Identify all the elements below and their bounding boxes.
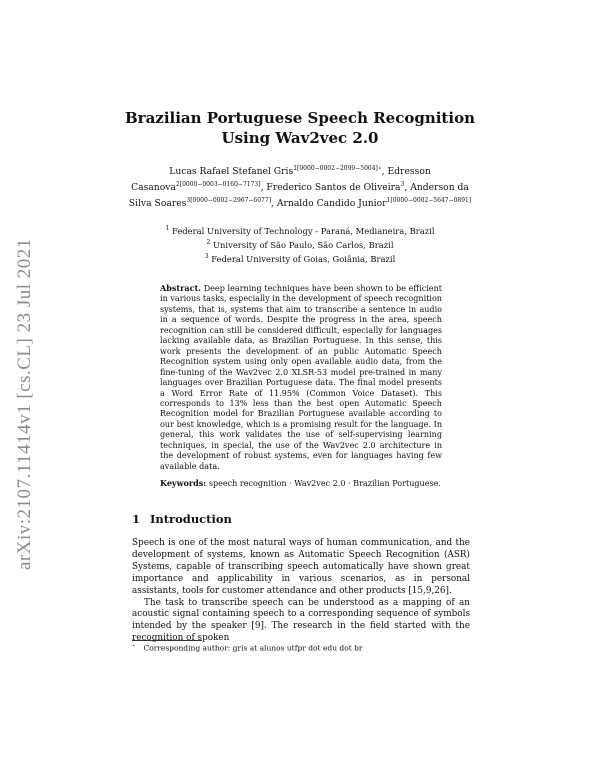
author-orcid: 2[0000−0003−0160−7173] <box>175 181 261 189</box>
affiliation-number: 2 <box>206 238 211 246</box>
paper-title: Brazilian Portuguese Speech Recognition Using Wav2vec 2.0 <box>125 109 475 147</box>
section-number: 1 <box>132 512 141 526</box>
affiliation-text: Federal University of Goias, Goiânia, Brazil <box>211 253 396 264</box>
footnote-rule <box>132 640 202 641</box>
keywords-label: Keywords: <box>160 478 207 488</box>
footnote-mark: ⋆ <box>132 643 136 649</box>
author-orcid: 3[0000−0002−2967−6077] <box>186 197 272 205</box>
author-name: Anderson da Silva Soares <box>128 182 469 210</box>
affiliation <box>140 223 460 237</box>
affiliation <box>140 237 460 251</box>
abstract-label: Abstract. <box>160 283 201 293</box>
affiliation-number: 3 <box>204 252 209 260</box>
affiliation <box>140 251 460 265</box>
footnote-text: Corresponding author: gris at alunos utfpr dot edu dot br <box>143 643 363 653</box>
author-name: Edresson Casanova <box>131 166 431 194</box>
paragraph: The task to transcribe speech can be understood as a mapping of an acoustic signal containing speech to a corresponding sequence of symbols intended by the speaker [9]. The research in the field started with the recognition of spoken <box>132 597 470 644</box>
author-orcid: 1[0000−0002−2099−5004]⋆ <box>293 165 382 172</box>
footnote <box>132 643 363 653</box>
affiliation-text: Federal University of Technology - Paraná, Medianeira, Brazil <box>172 225 435 236</box>
author-name: Arnaldo Candido Junior <box>276 198 387 210</box>
affiliation-number: 1 <box>165 225 170 232</box>
author-orcid: 1[0000−0002−5647−0891] <box>386 197 472 205</box>
author-name: Lucas Rafael Stefanel Gris <box>169 166 294 178</box>
section-heading <box>132 512 232 526</box>
author-orcid: 3 <box>400 181 405 189</box>
author-name: Frederico Santos de Oliveira <box>266 182 401 194</box>
paragraph: Speech is one of the most natural ways of human communication, and the development of systems, known as Automatic Speech Recognition (ASR) Systems, capable of transcribing speech automatically have shown great importance and applicability in various scenarios, as in personal assistants, tools for customer attendance and other products [15,9,26]. <box>132 538 470 596</box>
author-list: Lucas Rafael Stefanel Gris$^{1[0000-0002-2099-5004]⋆}$, Edresson Casanova$^{2[0000-0003-0160-7173]}$, Frederico Santos de Oliveira$^3$, Anderson da Silva Soares$^{3[0000-0002-2967-6077]}$, Arnaldo Candido Junior$^{1[0000-0002-5647-0891]}$ <box>128 165 472 210</box>
body-text <box>132 538 470 645</box>
keywords-text: speech recognition · Wav2vec 2.0 · Brazilian Portuguese. <box>208 479 441 488</box>
section-title: Introduction <box>150 512 232 526</box>
abstract <box>160 283 442 472</box>
arxiv-stamp: arXiv:2107.11414v1 [cs.CL] 23 Jul 2021 <box>14 238 35 570</box>
abstract-text: Deep learning techniques have been shown to be efficient in various tasks, especially in the development of speech recognition systems, that is, systems that aim to transcribe a sentence in audio in a sequence of words. Despite the progress in the area, speech recognition can still be considered difficult, especially for languages lacking available data, as Brazilian Portuguese. In this sense, this work presents the development of an public Automatic Speech Recognition system using only open available audio data, from the fine-tuning of the Wav2vec 2.0 XLSR-53 model pre-trained in many languages over Brazilian Portuguese data. The final model presents a Word Error Rate of 11.95% (Common Voice Dataset). This corresponds to 13% less than the best open Automatic Speech Recognition model for Brazilian Portuguese available according to our best knowledge, which is a promising result for the language. In general, this work validates the use of self-supervising learning techniques, in special, the use of the Wav2vec 2.0 architecture in the development of robust systems, even for languages having few available data. <box>160 284 442 471</box>
affiliation-list <box>140 223 460 264</box>
keywords <box>160 478 450 489</box>
affiliation-text: University of São Paulo, São Carlos, Brazil <box>212 239 394 250</box>
